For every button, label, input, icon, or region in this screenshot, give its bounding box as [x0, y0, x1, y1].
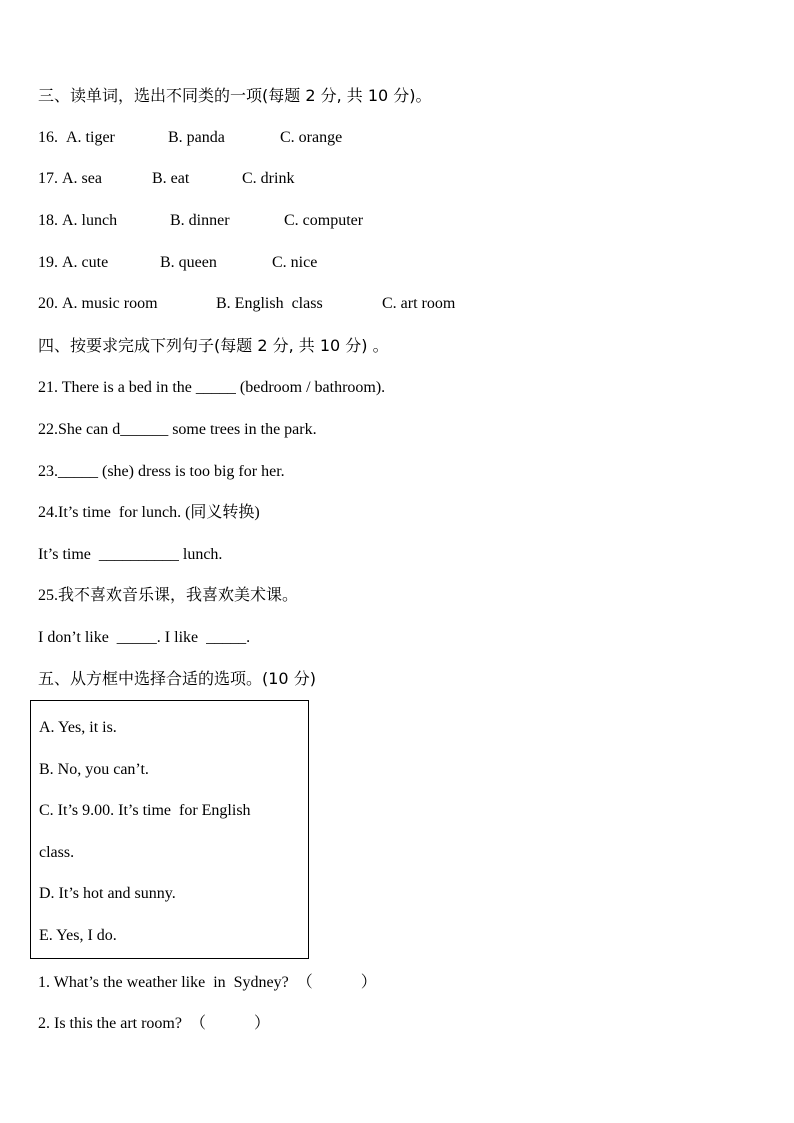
box-option-b: B. No, you can’t.: [39, 761, 149, 778]
question-24-answer-line: It’s time __________ lunch.: [38, 546, 223, 563]
question-16: [38, 129, 738, 149]
question-23: 23._____ (she) dress is too big for her.: [38, 463, 285, 480]
option-a: A. cute: [62, 254, 109, 271]
option-c: C. drink: [242, 170, 295, 187]
box-option-a: A. Yes, it is.: [39, 719, 117, 736]
question-number: 16.: [38, 129, 58, 146]
option-b: B. eat: [152, 170, 190, 187]
option-a: A. music room: [62, 295, 158, 312]
box-option-d: D. It’s hot and sunny.: [39, 885, 176, 902]
option-b: B. queen: [160, 254, 217, 271]
section-5-question-1: 1. What’s the weather like in Sydney? （ ）: [38, 974, 377, 991]
question-22: 22.She can d______ some trees in the park.: [38, 421, 317, 438]
question-25-answer-line: I don’t like _____. I like _____.: [38, 629, 251, 646]
question-24: 24.It’s time for lunch. (同义转换): [38, 504, 260, 521]
question-18: [38, 212, 738, 232]
option-c: C. art room: [382, 295, 456, 312]
box-option-e: E. Yes, I do.: [39, 927, 117, 944]
question-21: 21. There is a bed in the _____ (bedroom / bathroom).: [38, 379, 386, 396]
option-c: C. orange: [280, 129, 343, 146]
box-option-c: C. It’s 9.00. It’s time for English: [39, 802, 251, 819]
question-number: 17.: [38, 170, 58, 187]
option-a: A. sea: [62, 170, 102, 187]
question-number: 19.: [38, 254, 58, 271]
section-3-heading: 三、读单词，选出不同类的一项(每题 2 分, 共 10 分)。: [38, 86, 432, 105]
section-4-heading: 四、按要求完成下列句子(每题 2 分, 共 10 分) 。: [38, 336, 389, 355]
option-a: A. lunch: [62, 212, 118, 229]
option-c: C. computer: [284, 212, 364, 229]
option-c: C. nice: [272, 254, 318, 271]
option-b: B. English class: [216, 295, 323, 312]
question-number: 20.: [38, 295, 58, 312]
option-b: B. dinner: [170, 212, 230, 229]
option-b: B. panda: [168, 129, 225, 146]
question-25: 25.我不喜欢音乐课，我喜欢美术课。: [38, 587, 299, 604]
section-5-heading: 五、从方框中选择合适的选项。(10 分): [38, 669, 316, 688]
question-17: [38, 170, 738, 190]
question-number: 18.: [38, 212, 58, 229]
question-20: [38, 295, 738, 315]
options-box: [30, 700, 309, 959]
box-option-c-continued: class.: [39, 844, 75, 861]
question-19: [38, 254, 738, 274]
option-a: A. tiger: [66, 129, 115, 146]
section-5-question-2: 2. Is this the art room? （ ）: [38, 1015, 270, 1032]
